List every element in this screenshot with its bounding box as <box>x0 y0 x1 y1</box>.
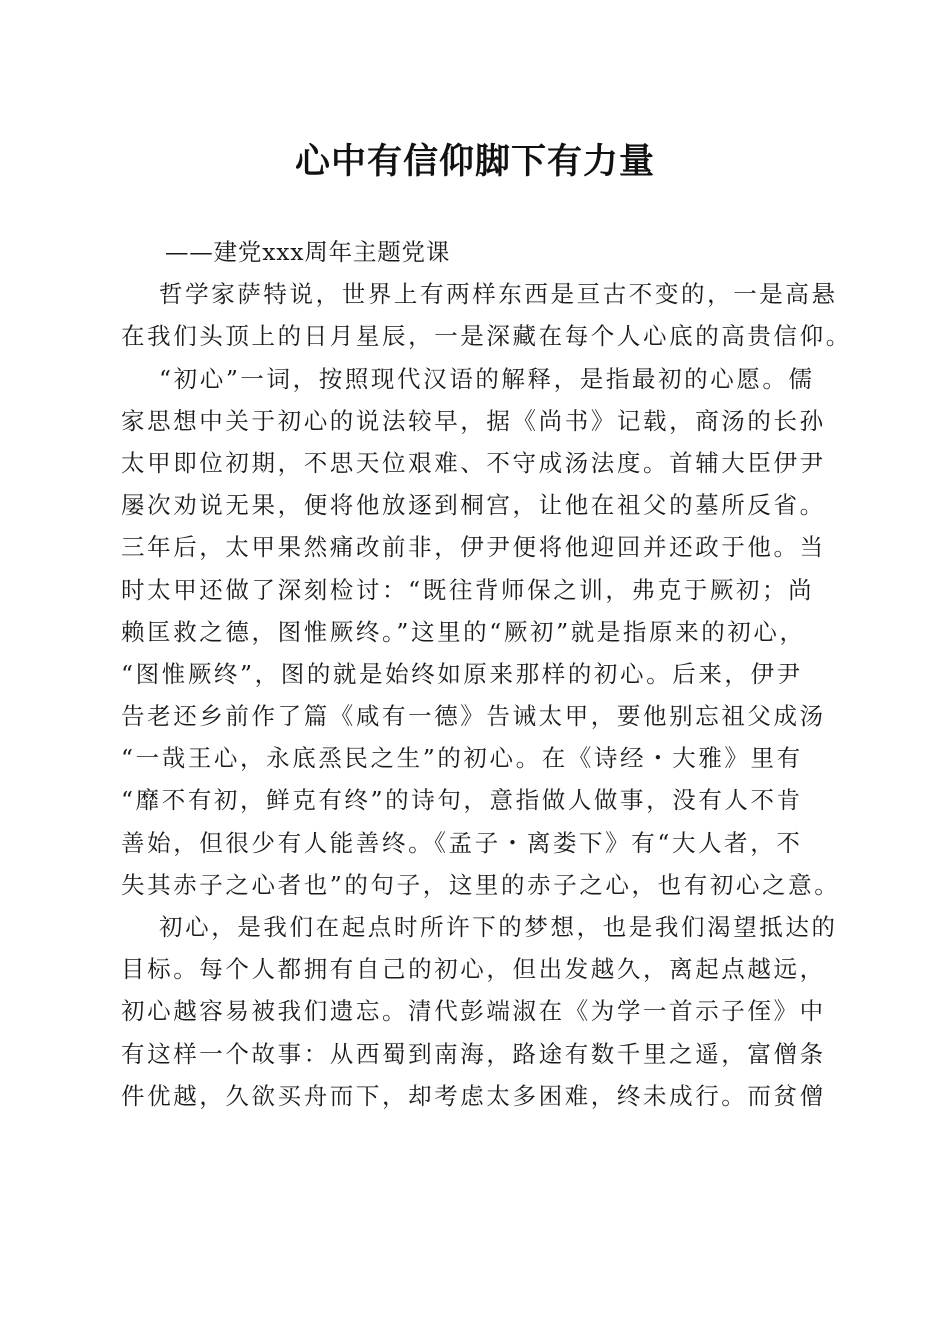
document-title: 心中有信仰脚下有力量 <box>294 142 655 182</box>
paragraph-line: “一哉王心，永底烝民之生”的初心。在《诗经・大雅》里有 <box>121 744 803 773</box>
paragraph-line: 家思想中关于初心的说法较早，据《尚书》记载，商汤的长孙 <box>121 406 826 435</box>
paragraph-line: 太甲即位初期，不思天位艰难、不守成汤法度。首辅大臣伊尹 <box>121 448 826 477</box>
paragraph-line: 告老还乡前作了篇《咸有一德》告诫太甲，要他别忘祖父成汤 <box>121 702 826 731</box>
paragraph-line: 件优越，久欲买舟而下，却考虑太多困难，终未成行。而贫僧 <box>121 1081 826 1110</box>
paragraph-line: 善始，但很少有人能善终。《孟子・离娄下》有“大人者，不 <box>121 828 803 857</box>
paragraph-line: “图惟厥终”，图的就是始终如原来那样的初心。后来，伊尹 <box>121 659 803 688</box>
paragraph-line: 三年后，太甲果然痛改前非，伊尹便将他迎回并还政于他。当 <box>121 533 826 562</box>
paragraph-line: 哲学家萨特说，世界上有两样东西是亘古不变的，一是高悬 <box>159 280 838 309</box>
paragraph-line: 赖匡救之德，图惟厥终。”这里的“厥初”就是指原来的初心， <box>121 617 806 646</box>
paragraph-line: 在我们头顶上的日月星辰，一是深藏在每个人心底的高贵信仰。 <box>121 322 852 351</box>
paragraph-line: “靡不有初，鲜克有终”的诗句，意指做人做事，没有人不肯 <box>121 786 803 815</box>
paragraph-line: “初心”一词，按照现代汉语的解释，是指最初的心愿。儒 <box>159 364 815 393</box>
paragraph-line: 目标。每个人都拥有自己的初心，但出发越久，离起点越远， <box>121 955 826 984</box>
document-subtitle: ——建党xxx周年主题党课 <box>165 238 451 266</box>
paragraph-line: 时太甲还做了深刻检讨：“既往背师保之训，弗克于厥初；尚 <box>121 575 815 604</box>
paragraph-line: 失其赤子之心者也”的句子，这里的赤子之心，也有初心之意。 <box>121 870 841 899</box>
paragraph-line: 初心越容易被我们遗忘。清代彭端淑在《为学一首示子侄》中 <box>121 997 826 1026</box>
paragraph-line: 初心，是我们在起点时所许下的梦想，也是我们渴望抵达的 <box>159 913 838 941</box>
document-body <box>121 231 852 1117</box>
paragraph-line: 屡次劝说无果，便将他放逐到桐宫，让他在祖父的墓所反省。 <box>121 491 826 520</box>
paragraph-line: 有这样一个故事：从西蜀到南海，路途有数千里之遥，富僧条 <box>121 1039 826 1068</box>
